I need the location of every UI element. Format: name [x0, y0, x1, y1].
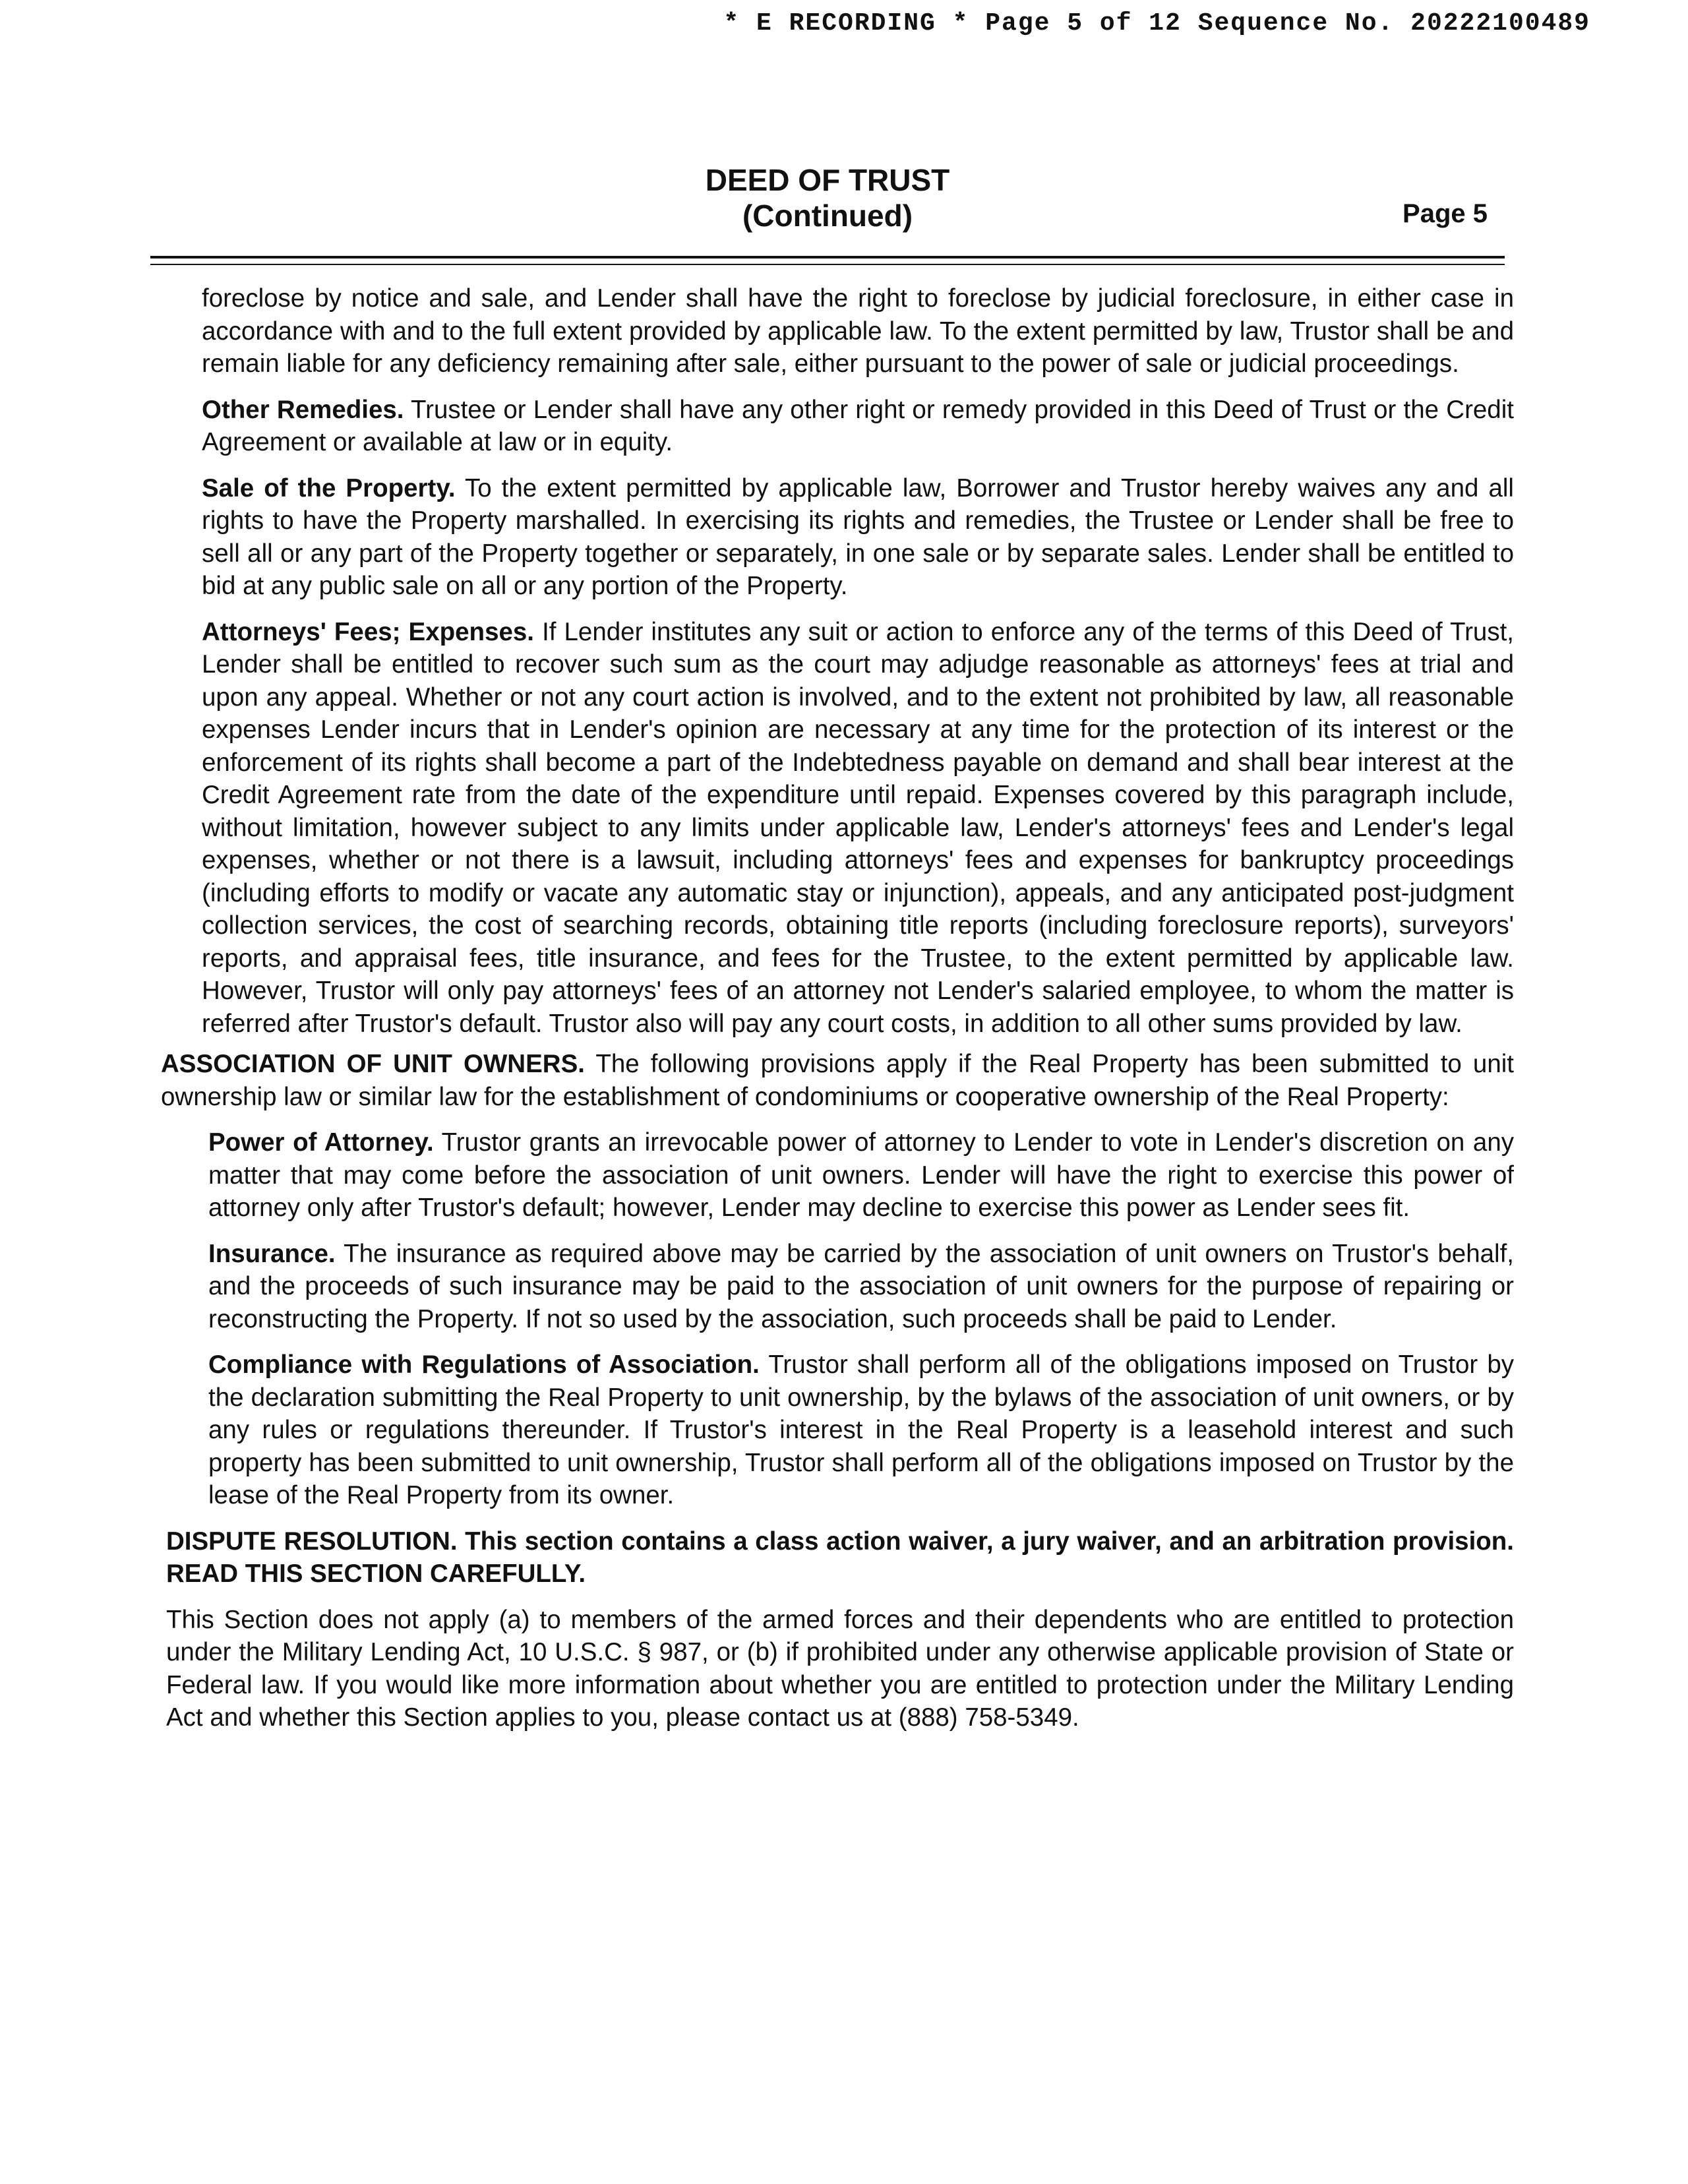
paragraph-foreclose	[202, 282, 1514, 380]
paragraph-text: The insurance as required above may be carried by the association of unit owners on Trustor's behalf, and the proceeds of such insurance may be paid to the association of unit owners for the purpose of repairing or reconstructing the Property. If not so used by the association, such proceeds shall be paid to Lender.	[208, 1239, 1514, 1333]
section-heading: Sale of the Property.	[202, 473, 456, 502]
page-number: Page 5	[1402, 199, 1488, 228]
paragraph-power-of-attorney	[208, 1126, 1514, 1225]
recording-stamp: * E RECORDING * Page 5 of 12 Sequence No. 20222100489	[723, 9, 1590, 38]
paragraph-text: This Section does not apply (a) to members of the armed forces and their dependents who are entitled to protection under the Military Lending Act, 10 U.S.C. § 987, or (b) if prohibited under any otherwise applicable provision of State or Federal law. If you would like more information about whether you are entitled to protection under the Military Lending Act and whether this Section applies to you, please contact us at (888) 758-5349.	[166, 1605, 1514, 1732]
paragraph-compliance	[208, 1349, 1514, 1512]
paragraph-sale-of-property	[202, 472, 1514, 603]
paragraph-military-lending	[166, 1604, 1514, 1734]
document-subtitle: (Continued)	[742, 198, 913, 233]
header-rule-thin	[150, 264, 1505, 265]
paragraph-text: foreclose by notice and sale, and Lender shall have the right to foreclose by judicial foreclosure, in either case in accordance with and to the full extent provided by applicable law. To the extent permitted by law, Trustor shall be and remain liable for any deficiency remaining after sale, either pursuant to the power of sale or judicial proceedings.	[202, 284, 1514, 378]
section-heading: ASSOCIATION OF UNIT OWNERS.	[161, 1050, 585, 1078]
paragraph-association	[161, 1048, 1514, 1113]
paragraph-attorneys-fees	[202, 616, 1514, 1041]
paragraph-insurance	[208, 1238, 1514, 1336]
paragraph-text: To the extent permitted by applicable law, Borrower and Trustor hereby waives any and all rights to have the Property marshalled. In exercising its rights and remedies, the Trustee or Lender shall be free to sell all or any part of the Property together or separately, in one sale or by separate sales. Lender shall be entitled to bid at any public sale on all or any portion of the Property.	[202, 473, 1514, 600]
paragraph-other-remedies	[202, 394, 1514, 459]
document-body	[161, 282, 1514, 1747]
section-heading: DISPUTE RESOLUTION. This section contains a class action waiver, a jury waiver, and an arbitration provision. READ THIS SECTION CAREFULLY.	[166, 1527, 1514, 1588]
section-heading: Insurance.	[208, 1239, 336, 1268]
section-heading: Attorneys' Fees; Expenses.	[202, 617, 534, 646]
paragraph-text: The following provisions apply if the Real Property has been submitted to unit ownership law or similar law for the establishment of condominiums or cooperative ownership of the Real Property:	[161, 1050, 1514, 1111]
section-heading: Compliance with Regulations of Association.	[208, 1350, 760, 1379]
paragraph-text: Trustor grants an irrevocable power of attorney to Lender to vote in Lender's discretion on any matter that may come before the association of unit owners. Lender will have the right to exercise this power of attorney only after Trustor's default; however, Lender may decline to exercise this power as Lender sees fit.	[208, 1128, 1514, 1222]
paragraph-text: Trustor shall perform all of the obligations imposed on Trustor by the declaration submitting the Real Property to unit ownership, by the bylaws of the association of unit owners, or by any rules or regulations thereunder. If Trustor's interest in the Real Property is a leasehold interest and such property has been submitted to unit ownership, Trustor shall perform all of the obligations imposed on Trustor by the lease of the Real Property from its owner.	[208, 1350, 1514, 1509]
section-heading: Power of Attorney.	[208, 1128, 434, 1157]
paragraph-text: If Lender institutes any suit or action to enforce any of the terms of this Deed of Trust, Lender shall be entitled to recover such sum as the court may adjudge reasonable as attorneys' fees at trial and upon any appeal. Whether or not any court action is involved, and to the extent not prohibited by law, all reasonable expenses Lender incurs that in Lender's opinion are necessary at any time for the protection of its interest or the enforcement of its rights shall become a part of the Indebtedness payable on demand and shall bear interest at the Credit Agreement rate from the date of the expenditure until repaid. Expenses covered by this paragraph include, without limitation, however subject to any limits under applicable law, Lender's attorneys' fees and Lender's legal expenses, whether or not there is a lawsuit, including attorneys' fees and expenses for bankruptcy proceedings (including efforts to modify or vacate any automatic stay or injunction), appeals, and any anticipated post-judgment collection services, the cost of searching records, obtaining title reports (including foreclosure reports), surveyors' reports, and appraisal fees, title insurance, and fees for the Trustee, to the extent permitted by applicable law. However, Trustor will only pay attorneys' fees of an attorney not Lender's salaried employee, to whom the matter is referred after Trustor's default. Trustor also will pay any court costs, in addition to all other sums provided by law.	[202, 617, 1514, 1038]
paragraph-text: Trustee or Lender shall have any other right or remedy provided in this Deed of Trust or the Credit Agreement or available at law or in equity.	[202, 395, 1514, 456]
section-heading: Other Remedies.	[202, 395, 404, 424]
header-rule-thick	[150, 256, 1505, 258]
paragraph-dispute-resolution	[166, 1525, 1514, 1591]
document-title: DEED OF TRUST	[705, 163, 950, 197]
